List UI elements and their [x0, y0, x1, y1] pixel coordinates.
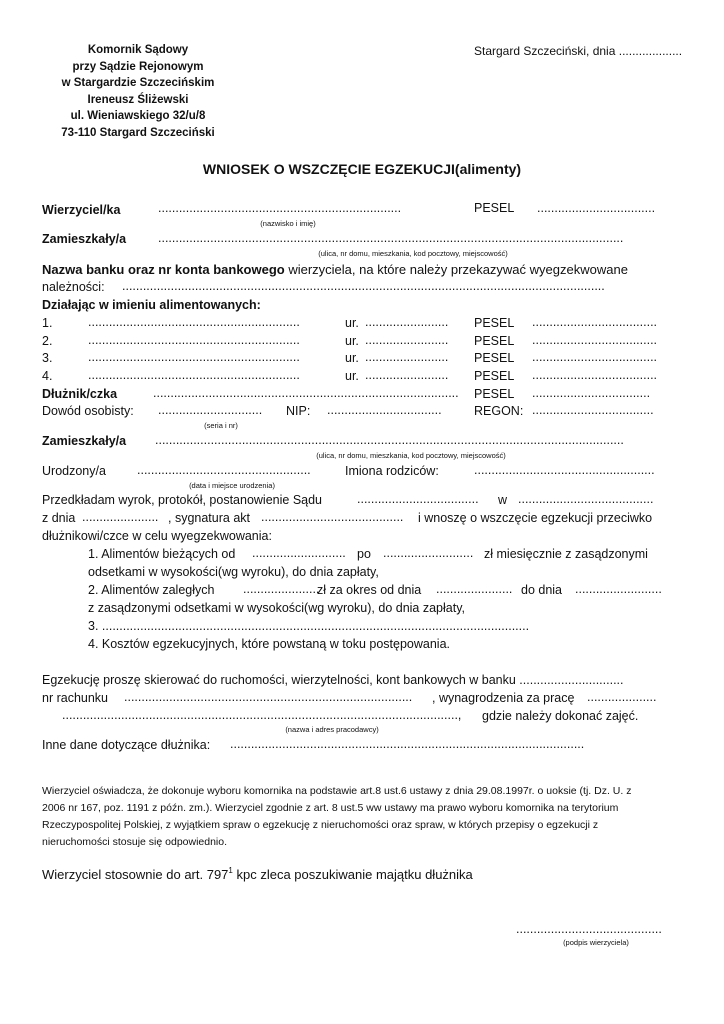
dependent-pesel-label: PESEL [474, 369, 515, 383]
dependent-name-field[interactable]: ............................................................. [88, 368, 300, 382]
dependent-number: 1. [42, 316, 53, 330]
current-alimony-amount-field[interactable]: .......................... [383, 546, 474, 560]
bank-account-bold: Nazwa banku oraz nr konta bankowego [42, 262, 285, 277]
bailiff-line: przy Sądzie Rejonowym [72, 60, 204, 73]
other-debtor-data-label: Inne dane dotyczące dłużnika: [42, 738, 211, 752]
declaration-line: nieruchomości stosuje się odpowiednio. [42, 836, 228, 848]
dependent-pesel-field[interactable]: .................................... [532, 368, 658, 382]
account-number-field[interactable]: ................................................................................... [124, 690, 413, 704]
dependent-pesel-field[interactable]: .................................... [532, 350, 658, 364]
regon-label: REGON: [474, 404, 524, 418]
article-superscript: 1 [228, 865, 233, 875]
employer-hint: (nazwa i adres pracodawcy) [285, 725, 379, 734]
dependent-born-label: ur. [345, 316, 359, 330]
dependent-name-field[interactable]: ............................................................. [88, 350, 300, 364]
bailiff-address-block [42, 42, 234, 141]
bank-account-line [42, 262, 628, 277]
period-to-label: do dnia [521, 583, 563, 597]
seizure-text: gdzie należy dokonać zajęć. [482, 709, 639, 723]
creditor-name-field[interactable]: ...................................................................... [158, 201, 402, 215]
enforcement-bank-line[interactable]: Egzekucję proszę skierować do ruchomości, wierzytelności, kont bankowych w banku .............................. [42, 673, 624, 687]
costs-text: 4. Kosztów egzekucyjnych, które powstaną w toku postępowania. [88, 637, 451, 651]
employer-field[interactable]: .................................................................................................................., [62, 708, 462, 722]
dependent-pesel-field[interactable]: .................................... [532, 333, 658, 347]
debtor-pesel-label: PESEL [474, 387, 515, 401]
dependent-number: 4. [42, 369, 53, 383]
dependent-pesel-label: PESEL [474, 316, 515, 330]
other-debtor-data-field[interactable]: ...................................................................................................... [230, 737, 585, 751]
judgment-label: Przedkładam wyrok, protokół, postanowienie Sądu [42, 493, 323, 507]
creditor-pesel-field[interactable]: .................................. [537, 201, 656, 215]
dependent-born-field[interactable]: ........................ [365, 368, 449, 382]
creditor-address-field[interactable]: ...................................................................................................................................... [158, 231, 624, 245]
interest-text: odsetkami w wysokości(wg wyroku), do dnia zapłaty, [88, 565, 379, 579]
id-card-label: Dowód osobisty: [42, 404, 134, 418]
born-hint: (data i miejsce urodzenia) [189, 481, 275, 490]
judgment-court-field[interactable]: ................................... [357, 492, 479, 506]
debtor-address-hint: (ulica, nr domu, mieszkania, kod pocztowy, miejscowość) [316, 451, 506, 460]
recover-text: dłużnikowi/czce w celu wyegzekwowania: [42, 529, 272, 543]
dependent-name-field[interactable]: ............................................................. [88, 333, 300, 347]
declaration-line: 2006 nr 167, poz. 1191 z późn. zm.). Wierzyciel zgodnie z art. 8 ust.5 ww ustawy ma prawo wyboru komornika na terytorium [42, 802, 619, 814]
dependent-born-field[interactable]: ........................ [365, 350, 449, 364]
dependent-pesel-field[interactable]: .................................... [532, 315, 658, 329]
bailiff-line: Komornik Sądowy [87, 44, 189, 56]
creditor-label: Wierzyciel/ka [42, 203, 121, 217]
case-number-field[interactable]: ......................................... [261, 510, 404, 524]
born-label: Urodzony/a [42, 464, 106, 478]
creditor-address-hint: (ulica, nr domu, mieszkania, kod pocztowy, miejscowość) [318, 249, 508, 258]
case-number-label: , sygnatura akt [168, 511, 250, 525]
other-claim-field[interactable]: 3. ........................................................................................................................... [88, 619, 530, 633]
dependent-born-field[interactable]: ........................ [365, 315, 449, 329]
dependent-number: 2. [42, 334, 53, 348]
bailiff-line: 73-110 Stargard Szczeciński [61, 126, 215, 139]
nip-label: NIP: [286, 404, 311, 418]
dependent-born-label: ur. [345, 369, 359, 383]
salary-field[interactable]: .................... [587, 690, 657, 704]
account-number-label: nr rachunku [42, 691, 109, 705]
arrears-amount-field[interactable]: ...................... [243, 582, 320, 596]
parents-label: Imiona rodziców: [345, 464, 439, 478]
creditor-name-hint: (nazwisko i imię) [260, 219, 316, 228]
dependent-name-field[interactable]: ............................................................. [88, 315, 300, 329]
born-field[interactable]: .................................................. [137, 463, 311, 477]
nip-field[interactable]: ................................. [327, 403, 442, 417]
motion-text: i wnoszę o wszczęcie egzekucji przeciwko [418, 511, 653, 525]
arrears-interest-text: z zasądzonymi odsetkami w wysokości(wg wyroku), do dnia zapłaty, [88, 601, 465, 615]
bank-account-rest: wierzyciela, na które należy przekazywać wyegzekwowane [284, 262, 628, 277]
asset-search-text: Wierzyciel stosownie do art. 797 [42, 867, 229, 882]
document-title: WNIOSEK O WSZCZĘCIE EGZEKUCJI(alimenty) [202, 161, 522, 177]
period-from-field[interactable]: ...................... [436, 582, 513, 596]
period-to-field[interactable]: ......................... [575, 582, 662, 596]
place-date-field[interactable]: Stargard Szczeciński, dnia ................... [474, 44, 683, 58]
dependent-pesel-label: PESEL [474, 351, 515, 365]
current-alimony-label: 1. Alimentów bieżących od [88, 547, 236, 561]
creditor-pesel-label: PESEL [474, 201, 515, 215]
bank-account-field[interactable]: ........................................................................................................................................... [122, 279, 605, 293]
regon-field[interactable]: ................................... [532, 403, 654, 417]
debtor-address-label: Zamieszkały/a [42, 434, 127, 448]
bailiff-line: ul. Wieniawskiego 32/u/8 [70, 110, 206, 122]
dues-label: należności: [42, 280, 105, 294]
asset-search-rest: kpc zleca poszukiwanie majątku dłużnika [232, 867, 473, 882]
debtor-name-field[interactable]: ........................................................................................ [153, 386, 459, 400]
declaration-line: Wierzyciel oświadcza, że dokonuje wyboru komornika na podstawie art.8 ust.6 ustawy z dnia 29.08.1997r. o uoksie (tj. Dz. U. z [42, 785, 632, 797]
declaration-line: Rzeczypospolitej Polskiej, z wyjątkiem spraw o egzekucję z nieruchomości oraz spraw, w których przepisy o egzekucji z [42, 819, 599, 831]
judgment-date-field[interactable]: ...................... [82, 510, 159, 524]
arrears-label: 2. Alimentów zaległych [88, 583, 215, 597]
parents-field[interactable]: .................................................... [474, 463, 655, 477]
date-label: z dnia [42, 511, 76, 525]
salary-label: , wynagrodzenia za pracę [432, 691, 575, 705]
dependent-born-field[interactable]: ........................ [365, 333, 449, 347]
judgment-place-field[interactable]: ....................................... [518, 492, 654, 506]
po-label: po [357, 547, 371, 561]
asset-search-line [42, 867, 473, 882]
dependent-number: 3. [42, 351, 53, 365]
bailiff-line: w Stargardzie Szczecińskim [61, 77, 215, 89]
dependent-born-label: ur. [345, 334, 359, 348]
creditor-address-label: Zamieszkały/a [42, 232, 127, 246]
debtor-label: Dłużnik/czka [42, 387, 118, 401]
debtor-pesel-field[interactable]: .................................. [532, 386, 651, 400]
id-card-hint: (seria i nr) [204, 421, 238, 430]
debtor-address-field[interactable]: ....................................................................................................................................... [155, 433, 624, 447]
monthly-text: zł miesięcznie z zasądzonymi [484, 547, 648, 561]
dependent-born-label: ur. [345, 351, 359, 365]
id-card-field[interactable]: .............................. [158, 403, 263, 417]
signature-field[interactable]: .......................................... [516, 922, 662, 936]
signature-hint: (podpis wierzyciela) [563, 938, 629, 947]
acting-on-behalf-label: Działając w imieniu alimentowanych: [42, 298, 261, 312]
period-from-label: zł za okres od dnia [317, 583, 422, 597]
dependent-pesel-label: PESEL [474, 334, 515, 348]
judgment-w-label: w [498, 493, 508, 507]
bailiff-line: Ireneusz Śliżewski [87, 93, 189, 106]
current-alimony-from-field[interactable]: ........................... [252, 546, 346, 560]
